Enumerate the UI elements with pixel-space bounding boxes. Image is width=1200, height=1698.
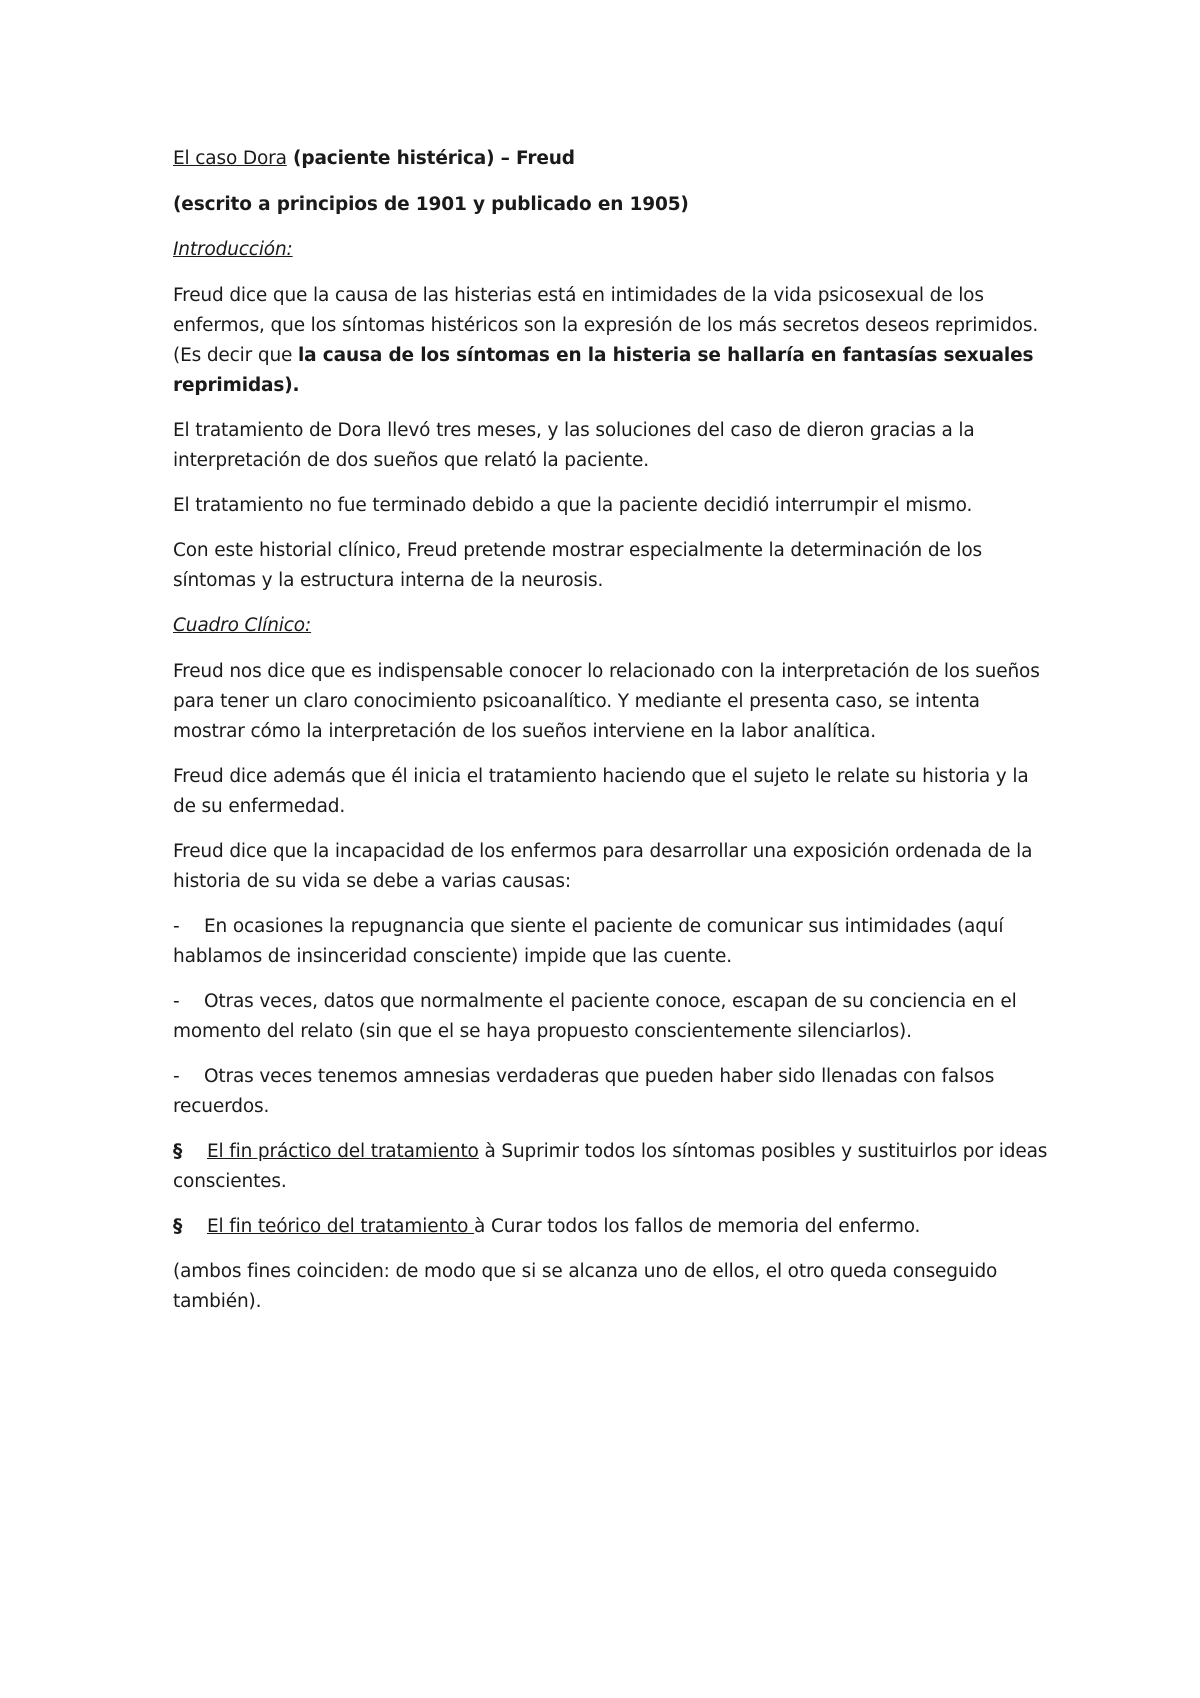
- list-item-text: Otras veces tenemos amnesias verdaderas que pueden haber sido llenadas con falsos recuerdos.: [173, 1066, 995, 1117]
- cuadro-paragraph-2: Freud dice además que él inicia el tratamiento haciendo que el sujeto le relate su historia y la de su enfermedad.: [173, 766, 1029, 817]
- cuadro-paragraph-3: Freud dice que la incapacidad de los enfermos para desarrollar una exposición ordenada de la historia de su vida se debe a varias causas:: [173, 841, 1033, 892]
- fin-practico-label: El fin práctico del tratamiento: [207, 1141, 479, 1162]
- section-sign-icon: §: [173, 1216, 183, 1237]
- cuadro-paragraph-1: Freud nos dice que es indispensable conocer lo relacionado con la interpretación de los sueños para tener un claro conocimiento psicoanalítico. Y mediante el presenta caso, se intenta mostrar cómo la interpretación de los sueños interviene en la labor analítica.: [173, 661, 1040, 742]
- list-item: [173, 912, 1050, 972]
- list-item: [173, 1062, 1050, 1122]
- dash-marker: -: [173, 1066, 180, 1087]
- document-title: [173, 144, 1050, 174]
- heading-cuadro-clinico: Cuadro Clínico:: [173, 615, 312, 636]
- heading-introduccion: Introducción:: [173, 239, 293, 260]
- list-item-text: En ocasiones la repugnancia que siente el paciente de comunicar sus intimidades (aquí hablamos de insinceridad consciente) impide que las cuente.: [173, 916, 1004, 967]
- intro-p1-end: ).: [284, 375, 300, 396]
- intro-paragraph-1: [173, 281, 1050, 401]
- intro-p1-text: Freud dice que la causa de las histerias está en intimidades de la vida psicosexual de los enfermos, que los síntomas histéricos son la expresión de los más secretos deseos reprimidos. (Es decir que: [173, 285, 1039, 366]
- intro-paragraph-2: El tratamiento de Dora llevó tres meses, y las soluciones del caso de dieron gracias a la interpretación de dos sueños que relató la paciente.: [173, 420, 975, 471]
- closing-paragraph: (ambos fines coinciden: de modo que si se alcanza uno de ellos, el otro queda conseguido también).: [173, 1261, 998, 1312]
- section-item-fin-teorico: [173, 1212, 1050, 1242]
- dash-marker: -: [173, 916, 180, 937]
- document-subtitle: [173, 190, 1050, 220]
- title-underlined-part: El caso Dora: [173, 148, 287, 169]
- intro-paragraph-4: Con este historial clínico, Freud pretende mostrar especialmente la determinación de los síntomas y la estructura interna de la neurosis.: [173, 540, 983, 591]
- subtitle-text: (escrito a principios de 1901 y publicado en 1905): [173, 194, 689, 215]
- section-item-fin-practico: [173, 1137, 1050, 1197]
- fin-teorico-text: à Curar todos los fallos de memoria del enfermo.: [474, 1216, 921, 1237]
- fin-practico-text: à Suprimir todos los síntomas posibles y sustituirlos por ideas conscientes.: [173, 1141, 1048, 1192]
- intro-p1-bold: la causa de los síntomas en la histeria se hallaría en fantasías sexuales reprimidas: [173, 345, 1034, 396]
- section-sign-icon: §: [173, 1141, 183, 1162]
- list-item: [173, 987, 1050, 1047]
- list-item-text: Otras veces, datos que normalmente el paciente conoce, escapan de su conciencia en el momento del relato (sin que el se haya propuesto conscientemente silenciarlos).: [173, 991, 1017, 1042]
- fin-teorico-label: El fin teórico del tratamiento: [207, 1216, 475, 1237]
- intro-paragraph-3: El tratamiento no fue terminado debido a que la paciente decidió interrumpir el mismo.: [173, 495, 973, 516]
- dash-marker: -: [173, 991, 180, 1012]
- title-rest: (paciente histérica) – Freud: [286, 148, 575, 169]
